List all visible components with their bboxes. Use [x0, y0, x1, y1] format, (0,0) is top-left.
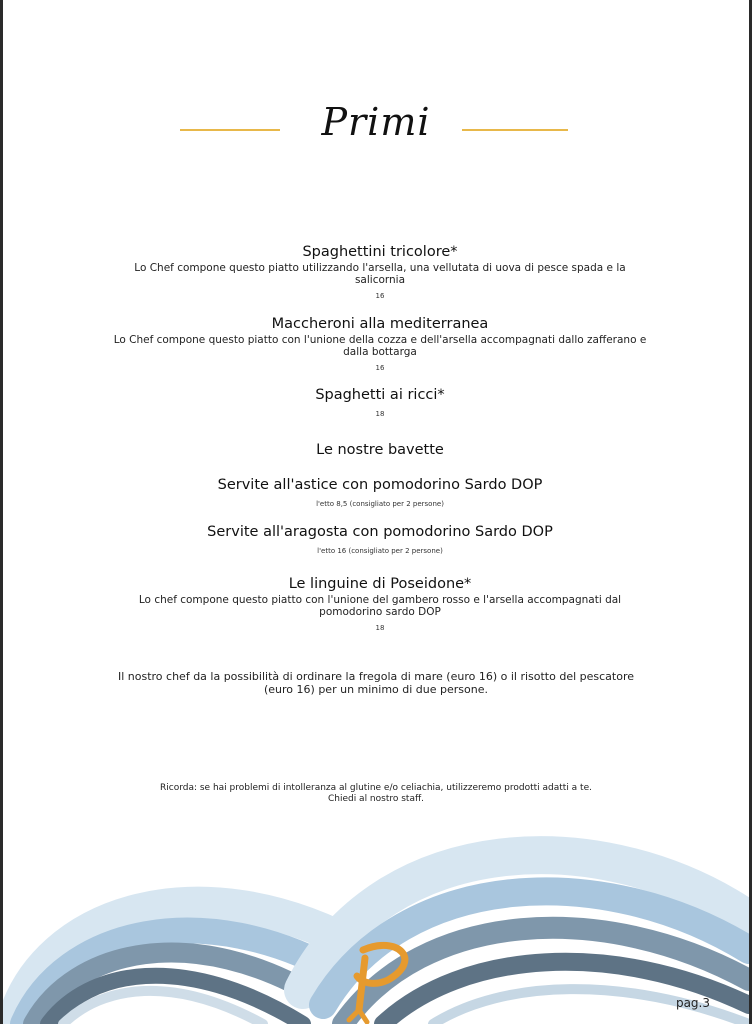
menu-item [110, 476, 650, 509]
menu-item-note: l'etto 8,5 (consigliato per 2 persone) [316, 500, 444, 508]
wave-decoration [3, 800, 749, 1024]
menu-item-price: 16 [375, 292, 385, 300]
menu-item-name: Le nostre bavette [316, 442, 444, 458]
footer-note: Il nostro chef da la possibilità di ordinare la fregola di mare (euro 16) o il risotto del pescatore (euro 16) per un minimo di due persone. [117, 670, 634, 696]
title-divider-right [462, 129, 568, 131]
title-divider-left [180, 129, 280, 131]
menu-item-name: Le linguine di Poseidone* [288, 576, 472, 592]
menu-item-price: 16 [375, 364, 385, 372]
section-header [0, 100, 752, 160]
menu-item-description: Lo chef compone questo piatto con l'unione del gambero rosso e l'arsella accompagnati dal pomodorino sardo DOP [138, 594, 622, 618]
menu-item-note: l'etto 16 (consigliato per 2 persone) [317, 547, 443, 555]
menu-item-price: 18 [375, 624, 385, 632]
menu-item-name: Servite all'aragosta con pomodorino Sardo DOP [207, 524, 553, 540]
menu-item-name: Spaghetti ai ricci* [315, 387, 445, 403]
allergy-note-line-2: Chiedi al nostro staff. [327, 794, 425, 804]
menu-item [110, 315, 650, 373]
menu-item [110, 523, 650, 556]
menu-item-description: Lo Chef compone questo piatto con l'unione della cozza e dell'arsella accompagnati dallo zafferano e dalla bottarga [113, 334, 647, 358]
section-title: Primi [321, 100, 431, 144]
menu-item-name: Servite all'astice con pomodorino Sardo DOP [217, 477, 543, 493]
menu-item [110, 386, 650, 419]
allergy-note-line-1: Ricorda: se hai problemi di intolleranza al glutine e/o celiachia, utilizzeremo prodotti adatti a te. [160, 783, 592, 793]
menu-item-name: Maccheroni alla mediterranea [271, 316, 489, 332]
menu-item [110, 243, 650, 301]
page-number: pag.3 [675, 996, 710, 1010]
menu-item-price: 18 [375, 410, 385, 418]
menu-item [110, 575, 650, 633]
menu-subsection-title [110, 441, 650, 459]
menu-item-name: Spaghettini tricolore* [302, 244, 458, 260]
menu-item-description: Lo Chef compone questo piatto utilizzando l'arsella, una vellutata di uova di pesce spada e la salicornia [134, 262, 626, 286]
